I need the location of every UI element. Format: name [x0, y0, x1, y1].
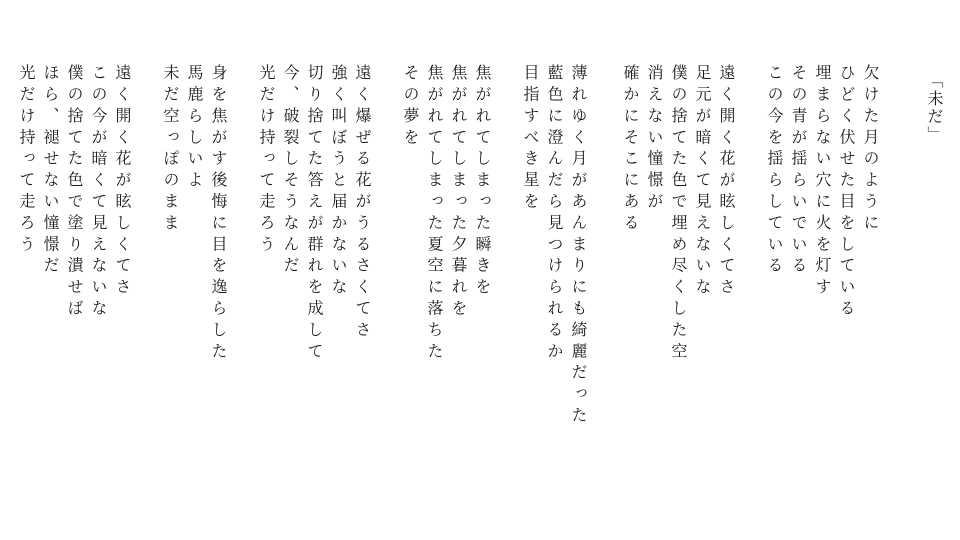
lyric-line: 目指すべき星を — [521, 64, 540, 214]
lyric-line: 焦がれてしまった夏空に落ちた — [425, 64, 444, 364]
lyric-line: 遠く開く花が眩しくてさ — [113, 64, 132, 300]
lyric-line: 焦がれてしまった夕暮れを — [449, 64, 468, 321]
lyric-line: 藍色に澄んだら見つけられるか — [545, 64, 564, 364]
lyric-line: その青が揺らいでいる — [789, 64, 808, 278]
lyric-line: この今を揺らしている — [765, 64, 784, 278]
lyric-line: ほら、褪せない憧憬だ — [41, 64, 60, 278]
lyric-line: 切り捨てた答えが群れを成して — [305, 64, 324, 364]
lyric-line: 遠く爆ぜる花がうるさくてさ — [353, 64, 372, 343]
lyric-line: 光だけ持って走ろう — [257, 64, 276, 257]
lyric-line: 薄れゆく月があんまりにも綺麗だった — [569, 64, 588, 428]
lyric-line: この今が暗くて見えないな — [89, 64, 108, 321]
lyrics-title: 「未だ」 — [925, 72, 944, 144]
lyric-line: 遠く開く花が眩しくてさ — [717, 64, 736, 300]
lyric-line: 身を焦がす後悔に目を逸らした — [209, 64, 228, 364]
lyric-line: 馬鹿らしいよ — [185, 64, 204, 193]
lyric-line: 光だけ持って走ろう — [17, 64, 36, 257]
lyric-line: 埋まらない穴に火を灯す — [813, 64, 832, 300]
lyric-line: 未だ空っぽのまま — [161, 64, 180, 236]
lyric-line: 強く叫ぼうと届かないな — [329, 64, 348, 300]
lyric-line: 消えない憧憬が — [645, 64, 664, 214]
lyric-line: 今、破裂しそうなんだ — [281, 64, 300, 278]
lyric-line: 足元が暗くて見えないな — [693, 64, 712, 300]
lyric-line: 僕の捨てた色で埋め尽くした空 — [669, 64, 688, 364]
lyric-line: その夢を — [401, 64, 420, 150]
lyric-line: 焦がれてしまった瞬きを — [473, 64, 492, 300]
lyric-line: 僕の捨てた色で塗り潰せば — [65, 64, 84, 321]
lyric-line: 欠けた月のように — [861, 64, 880, 236]
lyric-line: 確かにそこにある — [621, 64, 640, 236]
lyric-line: ひどく伏せた目をしている — [837, 64, 856, 321]
